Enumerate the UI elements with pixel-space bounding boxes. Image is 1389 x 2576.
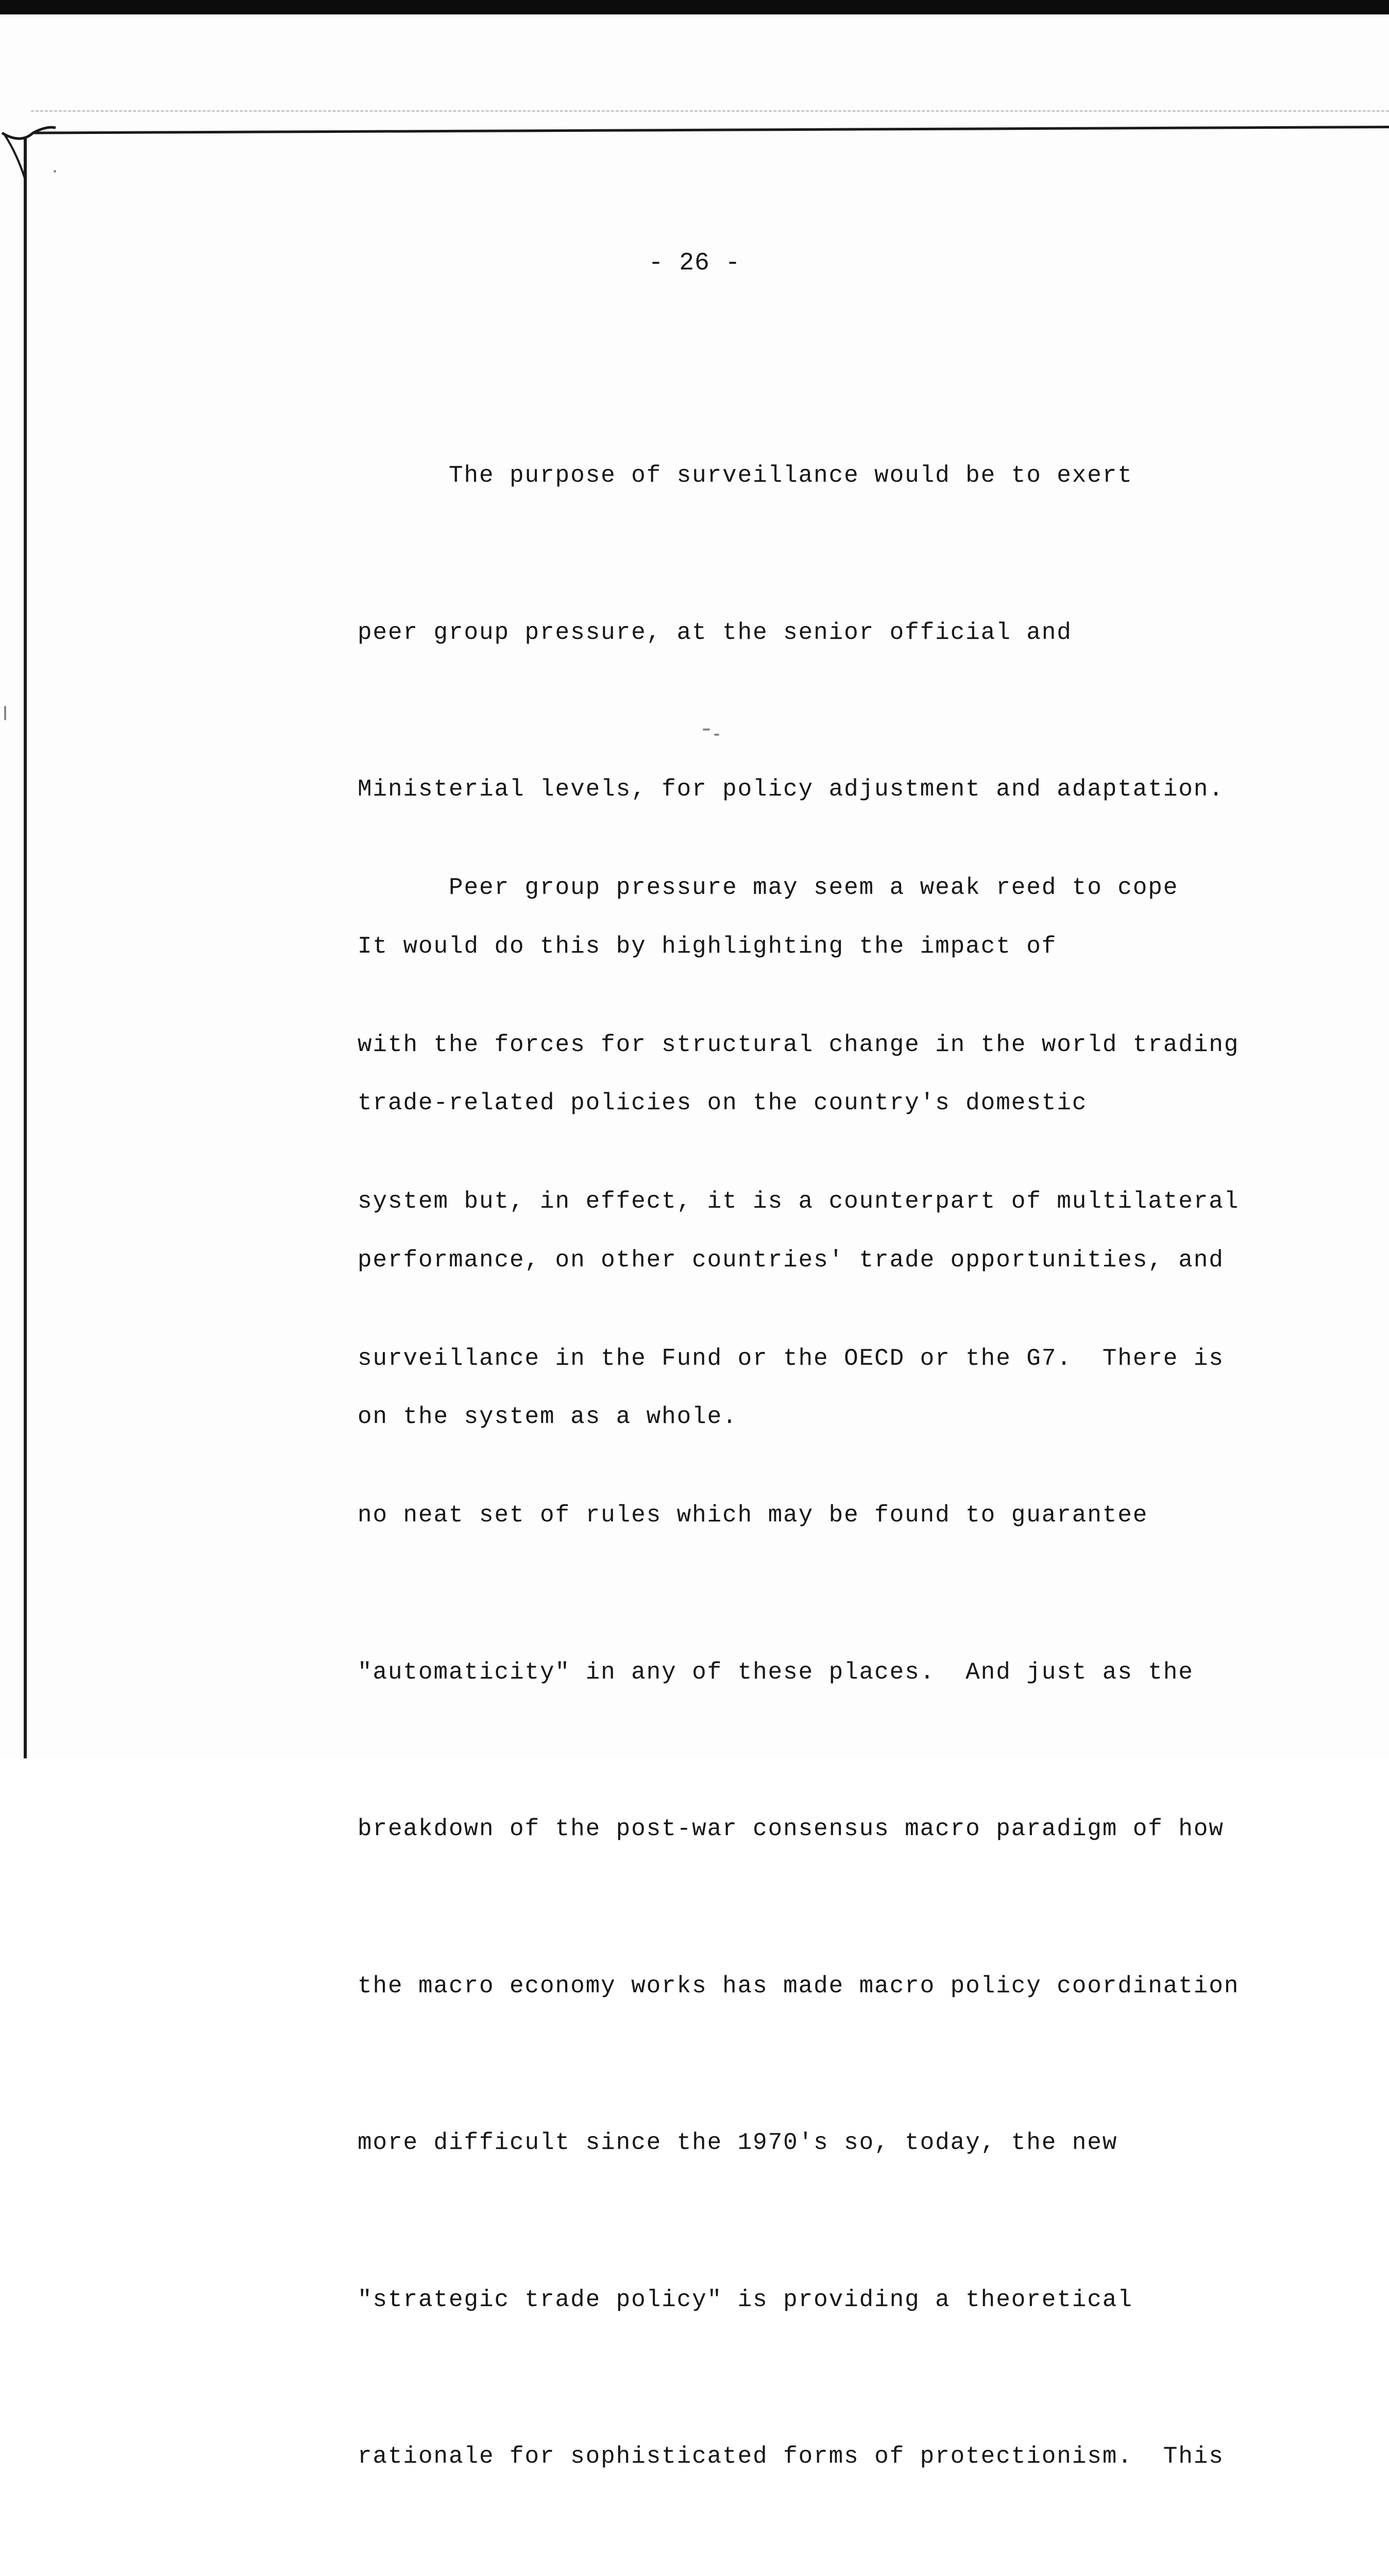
text-line: breakdown of the post-war consensus macro paradigm of how	[358, 1816, 1224, 1842]
text-line: more difficult since the 1970's so, today, the new	[358, 2129, 1118, 2156]
page-edge-top	[33, 126, 1389, 134]
text-line: Peer group pressure may seem a weak reed to cope	[358, 874, 1179, 901]
text-line: Ministerial levels, for policy adjustment and adaptation.	[358, 776, 1224, 803]
text-line: The purpose of surveillance would be to exert	[358, 462, 1133, 489]
text-line: surveillance in the Fund or the OECD or the G7. There is	[358, 1345, 1224, 1372]
text-line: no neat set of rules which may be found to guarantee	[358, 1502, 1148, 1529]
scan-top-border	[0, 0, 1389, 14]
text-line: system but, in effect, it is a counterpart of multilateral	[358, 1188, 1240, 1215]
page-corner-curl	[0, 124, 57, 185]
text-line: rationale for sophisticated forms of protectionism. This	[358, 2443, 1224, 2470]
scan-speck	[54, 170, 56, 173]
text-line: the macro economy works has made macro policy coordination	[358, 1972, 1240, 1999]
scan-artifact-line	[31, 110, 1389, 112]
text-line: with the forces for structural change in the world trading	[358, 1031, 1240, 1058]
text-line: trade-related policies on the country's domestic	[358, 1090, 1088, 1116]
page-number: - 26 -	[648, 249, 741, 277]
text-line: "automaticity" in any of these places. And just as the	[358, 1658, 1194, 1686]
text-line: It would do this by highlighting the impact of	[358, 933, 1057, 960]
page-edge-left	[24, 138, 27, 1758]
scan-speck	[4, 706, 6, 720]
text-line: peer group pressure, at the senior official and	[358, 619, 1072, 646]
text-line: on the system as a whole.	[358, 1403, 738, 1430]
text-line: "strategic trade policy" is providing a theoretical	[358, 2286, 1133, 2313]
text-line: performance, on other countries' trade opportunities, and	[358, 1246, 1224, 1274]
paragraph-peer-group-pressure	[358, 757, 1275, 2576]
